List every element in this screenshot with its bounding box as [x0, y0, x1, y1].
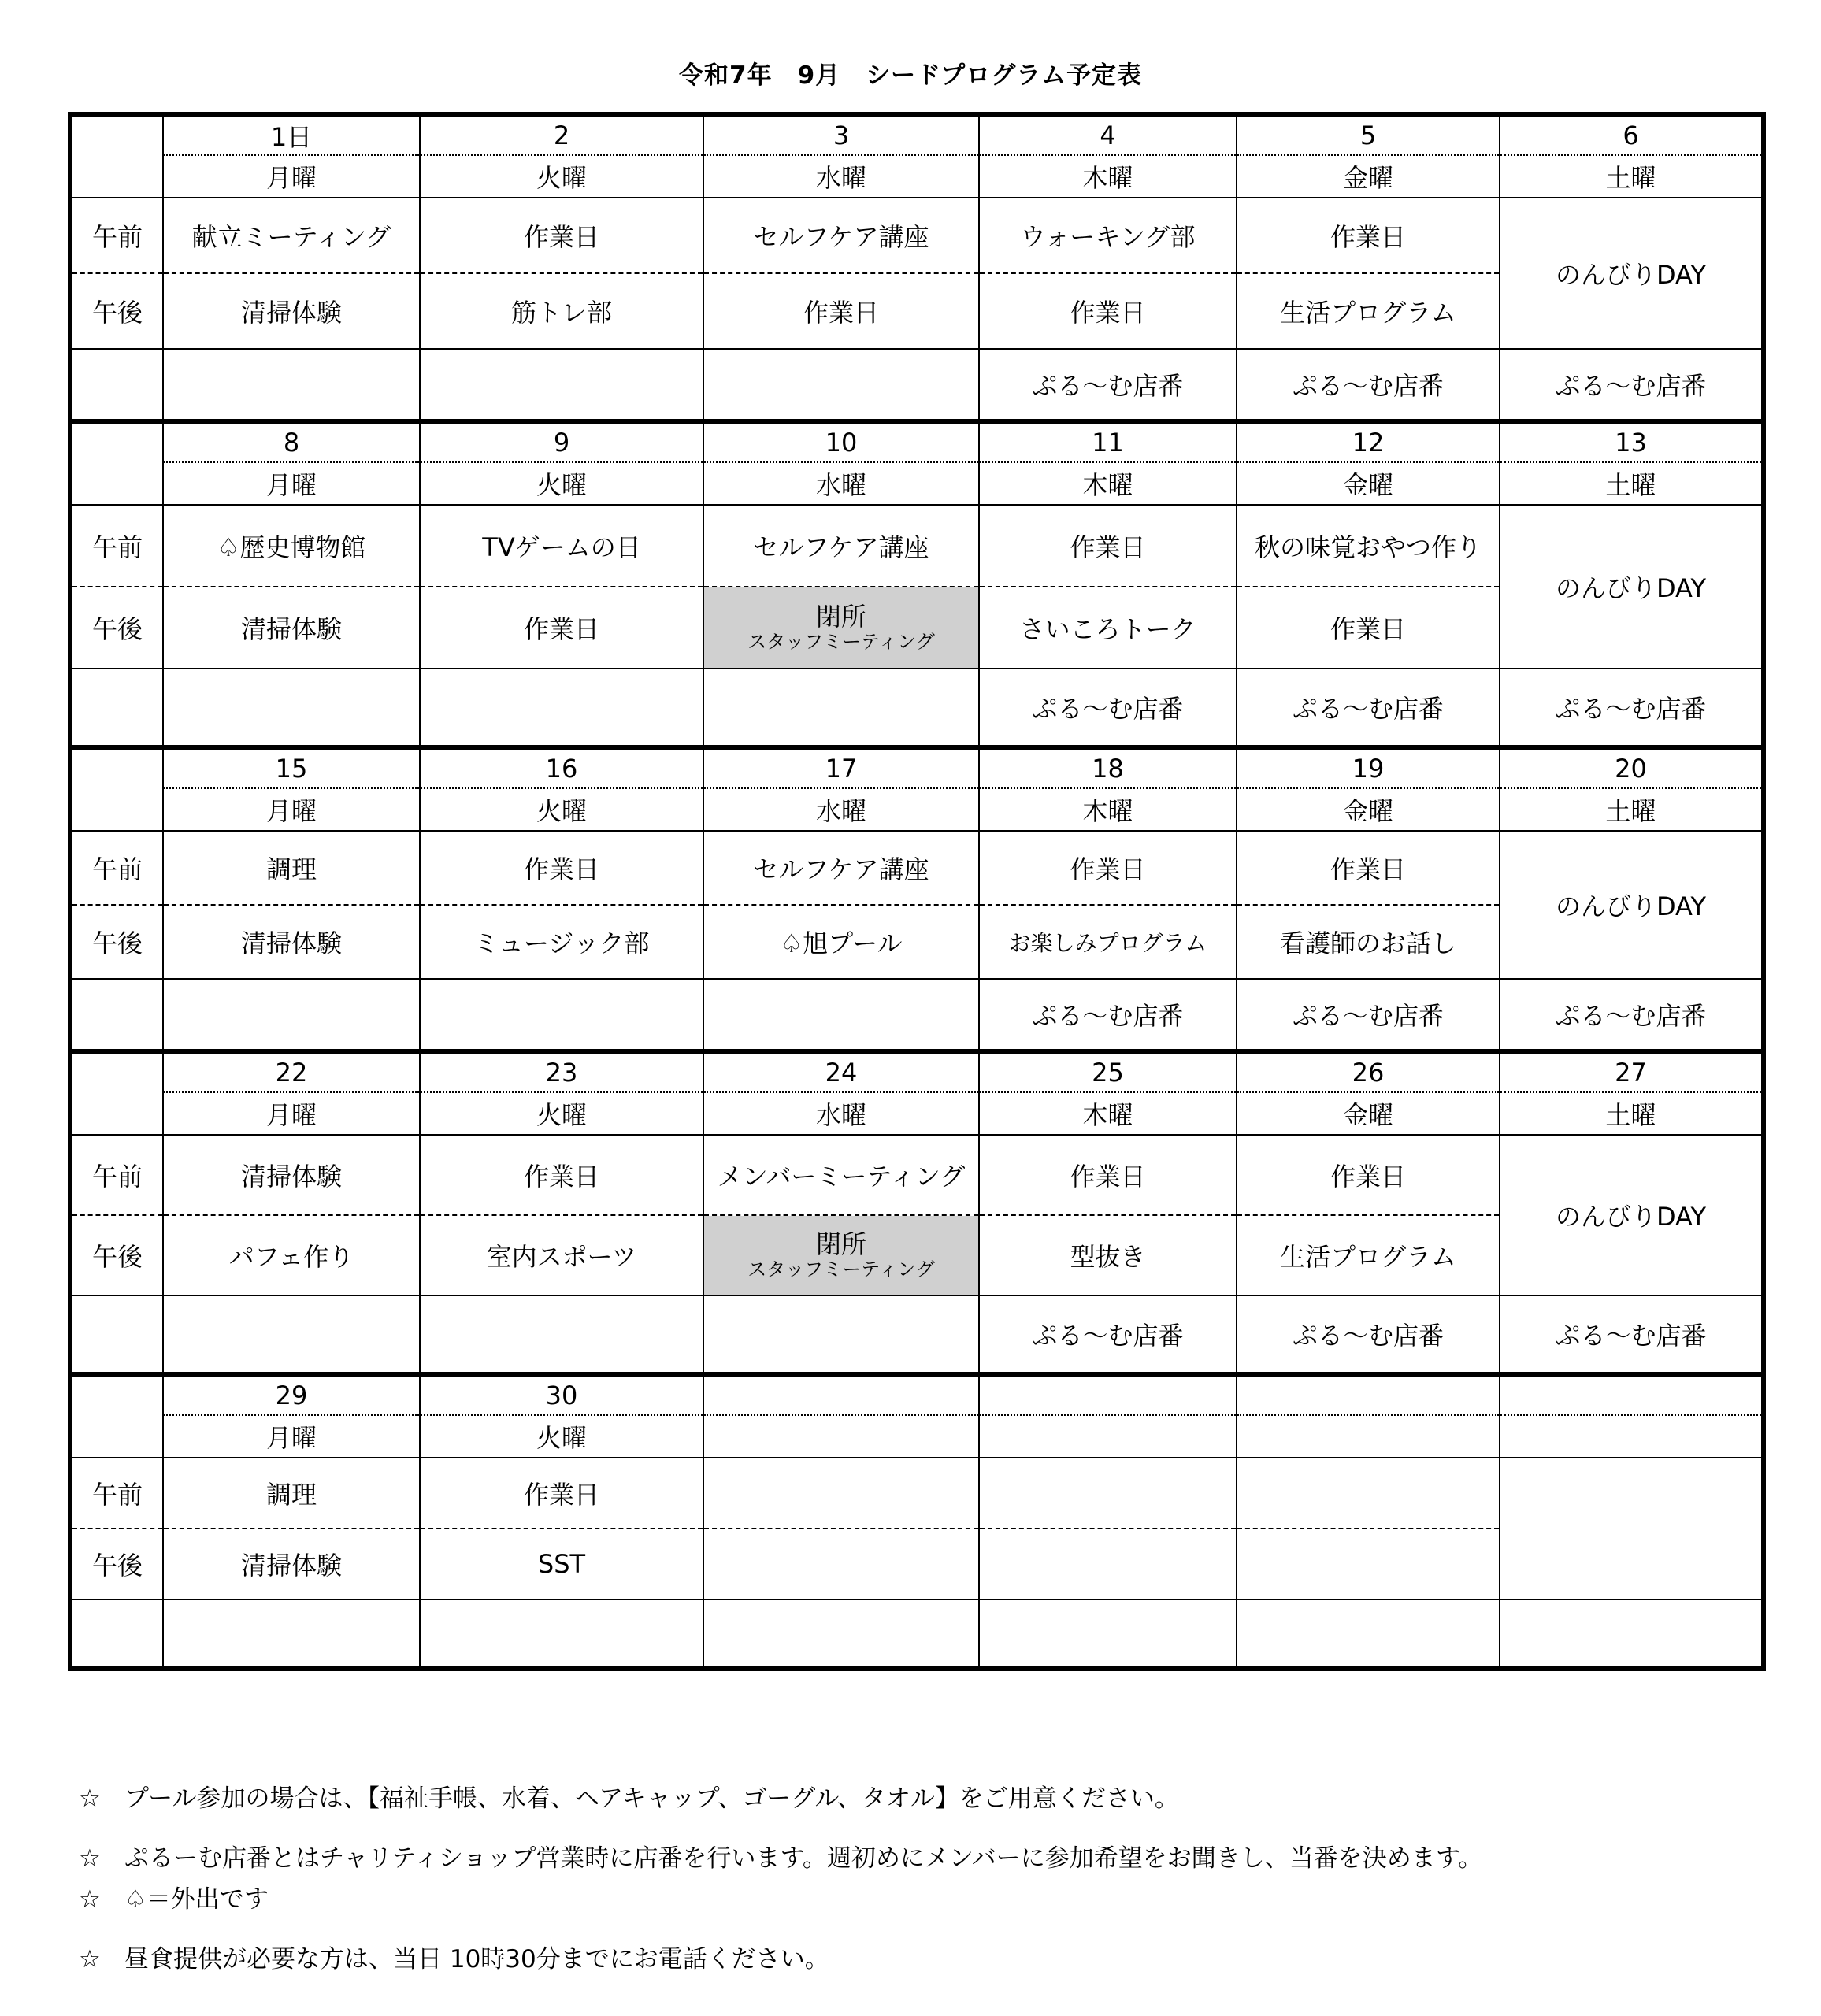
am-activity: 作業日	[1237, 198, 1500, 273]
am-activity: TVゲームの日	[420, 505, 703, 587]
day-weekday: 土曜	[1500, 788, 1764, 831]
shop-duty: ぷる～む店番	[1500, 349, 1764, 421]
closed-cell	[703, 587, 979, 669]
shop-duty	[420, 349, 703, 421]
pm-activity: 生活プログラム	[1237, 1215, 1500, 1295]
pm-activity: 生活プログラム	[1237, 273, 1500, 349]
day-weekday: 金曜	[1237, 155, 1500, 198]
day-date: 24	[703, 1051, 979, 1092]
am-activity: 調理	[163, 831, 420, 905]
week-header-spacer	[70, 747, 163, 831]
shop-duty	[420, 979, 703, 1051]
note-text: ♤＝外出です	[124, 1885, 269, 1914]
day-date: 13	[1500, 421, 1764, 462]
footer-note	[79, 1939, 829, 1974]
shop-duty	[703, 1295, 979, 1374]
pm-activity: SST	[420, 1529, 703, 1599]
week-shop-row	[70, 1295, 1764, 1374]
pm-activity: 清掃体験	[163, 1529, 420, 1599]
week-am-row	[70, 1135, 1764, 1215]
shop-duty	[703, 669, 979, 747]
pm-activity: さいころトーク	[979, 587, 1237, 669]
shop-duty	[1500, 1599, 1764, 1669]
pm-activity: お楽しみプログラム	[979, 905, 1237, 979]
pm-label: 午後	[70, 905, 163, 979]
day-weekday: 月曜	[163, 1092, 420, 1135]
pm-activity: 看護師のお話し	[1237, 905, 1500, 979]
star-icon: ☆	[79, 1885, 101, 1914]
day-date: 20	[1500, 747, 1764, 788]
day-date	[703, 1374, 979, 1415]
am-activity: 作業日	[420, 1458, 703, 1529]
day-weekday: 月曜	[163, 155, 420, 198]
day-weekday: 火曜	[420, 1415, 703, 1458]
am-activity: 清掃体験	[163, 1135, 420, 1215]
closed-sub-label: スタッフミーティング	[747, 1258, 935, 1280]
week-weekday-row	[70, 462, 1764, 505]
am-label: 午前	[70, 505, 163, 587]
am-activity: 作業日	[979, 1135, 1237, 1215]
week-header-spacer	[70, 114, 163, 198]
week-am-row	[70, 831, 1764, 905]
am-activity: 作業日	[1237, 1135, 1500, 1215]
am-activity	[979, 1458, 1237, 1529]
note-text: 昼食提供が必要な方は、当日 10時30分までにお電話ください。	[124, 1945, 829, 1973]
shop-duty: ぷる～む店番	[1500, 669, 1764, 747]
week-weekday-row	[70, 1092, 1764, 1135]
day-weekday	[703, 1415, 979, 1458]
am-label: 午前	[70, 831, 163, 905]
note-text: プール参加の場合は、【福祉手帳、水着、ヘアキャップ、ゴーグル、タオル】をご用意ください。	[124, 1784, 1179, 1813]
day-date: 1日	[163, 114, 420, 155]
pm-activity	[979, 1529, 1237, 1599]
shop-row-spacer	[70, 669, 163, 747]
week-am-row	[70, 198, 1764, 273]
am-activity: 作業日	[1237, 831, 1500, 905]
shop-duty: ぷる～む店番	[1500, 1295, 1764, 1374]
day-weekday: 火曜	[420, 462, 703, 505]
day-date: 3	[703, 114, 979, 155]
week-weekday-row	[70, 1415, 1764, 1458]
day-weekday: 金曜	[1237, 788, 1500, 831]
saturday-activity: のんびりDAY	[1500, 1135, 1764, 1295]
day-date: 2	[420, 114, 703, 155]
day-date: 16	[420, 747, 703, 788]
footer-note	[79, 1778, 1179, 1814]
shop-duty: ぷる～む店番	[979, 1295, 1237, 1374]
day-weekday: 金曜	[1237, 1092, 1500, 1135]
week-date-row	[70, 747, 1764, 788]
pm-activity: パフェ作り	[163, 1215, 420, 1295]
pm-activity: ミュージック部	[420, 905, 703, 979]
shop-duty	[163, 1599, 420, 1669]
week-shop-row	[70, 349, 1764, 421]
week-am-row	[70, 1458, 1764, 1529]
footer-note	[79, 1838, 1482, 1873]
pm-activity: 清掃体験	[163, 587, 420, 669]
day-weekday: 月曜	[163, 462, 420, 505]
day-date: 6	[1500, 114, 1764, 155]
day-weekday: 土曜	[1500, 1092, 1764, 1135]
day-date: 27	[1500, 1051, 1764, 1092]
day-weekday	[1500, 1415, 1764, 1458]
shop-duty	[1237, 1599, 1500, 1669]
pm-label: 午後	[70, 1215, 163, 1295]
shop-duty: ぷる～む店番	[979, 669, 1237, 747]
shop-row-spacer	[70, 1295, 163, 1374]
am-activity	[703, 1458, 979, 1529]
day-weekday: 水曜	[703, 788, 979, 831]
am-activity: 秋の味覚おやつ作り	[1237, 505, 1500, 587]
pm-label: 午後	[70, 587, 163, 669]
day-date: 26	[1237, 1051, 1500, 1092]
week-shop-row	[70, 979, 1764, 1051]
day-date: 25	[979, 1051, 1237, 1092]
am-activity: セルフケア講座	[703, 831, 979, 905]
day-weekday: 水曜	[703, 462, 979, 505]
am-activity: ウォーキング部	[979, 198, 1237, 273]
shop-row-spacer	[70, 979, 163, 1051]
pm-activity: 室内スポーツ	[420, 1215, 703, 1295]
shop-duty	[163, 979, 420, 1051]
shop-duty	[420, 1599, 703, 1669]
am-label: 午前	[70, 1135, 163, 1215]
am-activity: セルフケア講座	[703, 505, 979, 587]
day-date: 23	[420, 1051, 703, 1092]
am-activity: 調理	[163, 1458, 420, 1529]
day-date: 19	[1237, 747, 1500, 788]
week-weekday-row	[70, 788, 1764, 831]
am-activity	[1237, 1458, 1500, 1529]
shop-duty	[979, 1599, 1237, 1669]
day-date: 18	[979, 747, 1237, 788]
am-activity: メンバーミーティング	[703, 1135, 979, 1215]
week-date-row	[70, 1051, 1764, 1092]
day-weekday	[1237, 1415, 1500, 1458]
saturday-activity: のんびりDAY	[1500, 198, 1764, 349]
shop-duty	[163, 1295, 420, 1374]
am-activity: 作業日	[420, 198, 703, 273]
shop-duty: ぷる～む店番	[979, 349, 1237, 421]
closed-sub-label: スタッフミーティング	[747, 630, 935, 653]
week-header-spacer	[70, 1051, 163, 1135]
closed-label: 閉所	[815, 601, 866, 632]
pm-activity: 筋トレ部	[420, 273, 703, 349]
day-date	[979, 1374, 1237, 1415]
saturday-activity	[1500, 1458, 1764, 1599]
shop-duty	[703, 1599, 979, 1669]
day-weekday: 水曜	[703, 1092, 979, 1135]
day-weekday: 木曜	[979, 788, 1237, 831]
day-date: 10	[703, 421, 979, 462]
note-text: ぷるーむ店番とはチャリティショップ営業時に店番を行います。週初めにメンバーに参加希望をお聞きし、当番を決めます。	[124, 1844, 1483, 1873]
day-date: 8	[163, 421, 420, 462]
shop-row-spacer	[70, 1599, 163, 1669]
footer-note	[79, 1879, 269, 1914]
pm-activity: 作業日	[1237, 587, 1500, 669]
week-date-row	[70, 114, 1764, 155]
day-weekday: 火曜	[420, 1092, 703, 1135]
schedule-table	[68, 112, 1766, 1671]
shop-duty	[703, 349, 979, 421]
day-weekday: 月曜	[163, 788, 420, 831]
shop-duty: ぷる～む店番	[1237, 349, 1500, 421]
shop-duty: ぷる～む店番	[979, 979, 1237, 1051]
day-date: 11	[979, 421, 1237, 462]
shop-duty	[420, 669, 703, 747]
shop-duty	[703, 979, 979, 1051]
day-weekday: 水曜	[703, 155, 979, 198]
am-label: 午前	[70, 198, 163, 273]
week-shop-row	[70, 669, 1764, 747]
am-activity: セルフケア講座	[703, 198, 979, 273]
page-title: 令和7年 9月 シードプログラム予定表	[679, 61, 1142, 90]
day-date: 30	[420, 1374, 703, 1415]
am-activity: ♤歴史博物館	[163, 505, 420, 587]
am-activity: 作業日	[979, 831, 1237, 905]
day-date: 17	[703, 747, 979, 788]
star-icon: ☆	[79, 1945, 101, 1973]
shop-duty	[163, 349, 420, 421]
shop-duty: ぷる～む店番	[1237, 979, 1500, 1051]
week-header-spacer	[70, 1374, 163, 1458]
day-weekday: 火曜	[420, 788, 703, 831]
pm-activity	[703, 1529, 979, 1599]
am-activity: 作業日	[420, 831, 703, 905]
week-date-row	[70, 1374, 1764, 1415]
shop-duty	[163, 669, 420, 747]
day-weekday	[979, 1415, 1237, 1458]
day-weekday: 木曜	[979, 155, 1237, 198]
pm-activity: 清掃体験	[163, 273, 420, 349]
day-weekday: 木曜	[979, 1092, 1237, 1135]
pm-label: 午後	[70, 1529, 163, 1599]
day-date: 15	[163, 747, 420, 788]
day-weekday: 火曜	[420, 155, 703, 198]
week-date-row	[70, 421, 1764, 462]
am-activity: 作業日	[420, 1135, 703, 1215]
shop-duty: ぷる～む店番	[1237, 1295, 1500, 1374]
closed-cell	[703, 1215, 979, 1295]
am-activity: 献立ミーティング	[163, 198, 420, 273]
day-weekday: 木曜	[979, 462, 1237, 505]
day-date: 9	[420, 421, 703, 462]
pm-activity: 作業日	[420, 587, 703, 669]
shop-row-spacer	[70, 349, 163, 421]
day-date	[1237, 1374, 1500, 1415]
week-am-row	[70, 505, 1764, 587]
pm-activity: 型抜き	[979, 1215, 1237, 1295]
day-date: 29	[163, 1374, 420, 1415]
shop-duty: ぷる～む店番	[1237, 669, 1500, 747]
closed-label: 閉所	[815, 1228, 866, 1259]
saturday-activity: のんびりDAY	[1500, 831, 1764, 979]
day-weekday: 土曜	[1500, 155, 1764, 198]
pm-activity	[1237, 1529, 1500, 1599]
pm-activity: 作業日	[703, 273, 979, 349]
day-weekday: 月曜	[163, 1415, 420, 1458]
day-date: 12	[1237, 421, 1500, 462]
day-weekday: 金曜	[1237, 462, 1500, 505]
day-date	[1500, 1374, 1764, 1415]
day-date: 5	[1237, 114, 1500, 155]
week-shop-row	[70, 1599, 1764, 1669]
star-icon: ☆	[79, 1844, 101, 1873]
star-icon: ☆	[79, 1784, 101, 1813]
shop-duty: ぷる～む店番	[1500, 979, 1764, 1051]
pm-label: 午後	[70, 273, 163, 349]
day-date: 22	[163, 1051, 420, 1092]
day-date: 4	[979, 114, 1237, 155]
day-weekday: 土曜	[1500, 462, 1764, 505]
pm-activity: ♤旭プール	[703, 905, 979, 979]
pm-activity: 清掃体験	[163, 905, 420, 979]
shop-duty	[420, 1295, 703, 1374]
pm-activity: 作業日	[979, 273, 1237, 349]
week-weekday-row	[70, 155, 1764, 198]
am-activity: 作業日	[979, 505, 1237, 587]
saturday-activity: のんびりDAY	[1500, 505, 1764, 669]
week-header-spacer	[70, 421, 163, 505]
am-label: 午前	[70, 1458, 163, 1529]
